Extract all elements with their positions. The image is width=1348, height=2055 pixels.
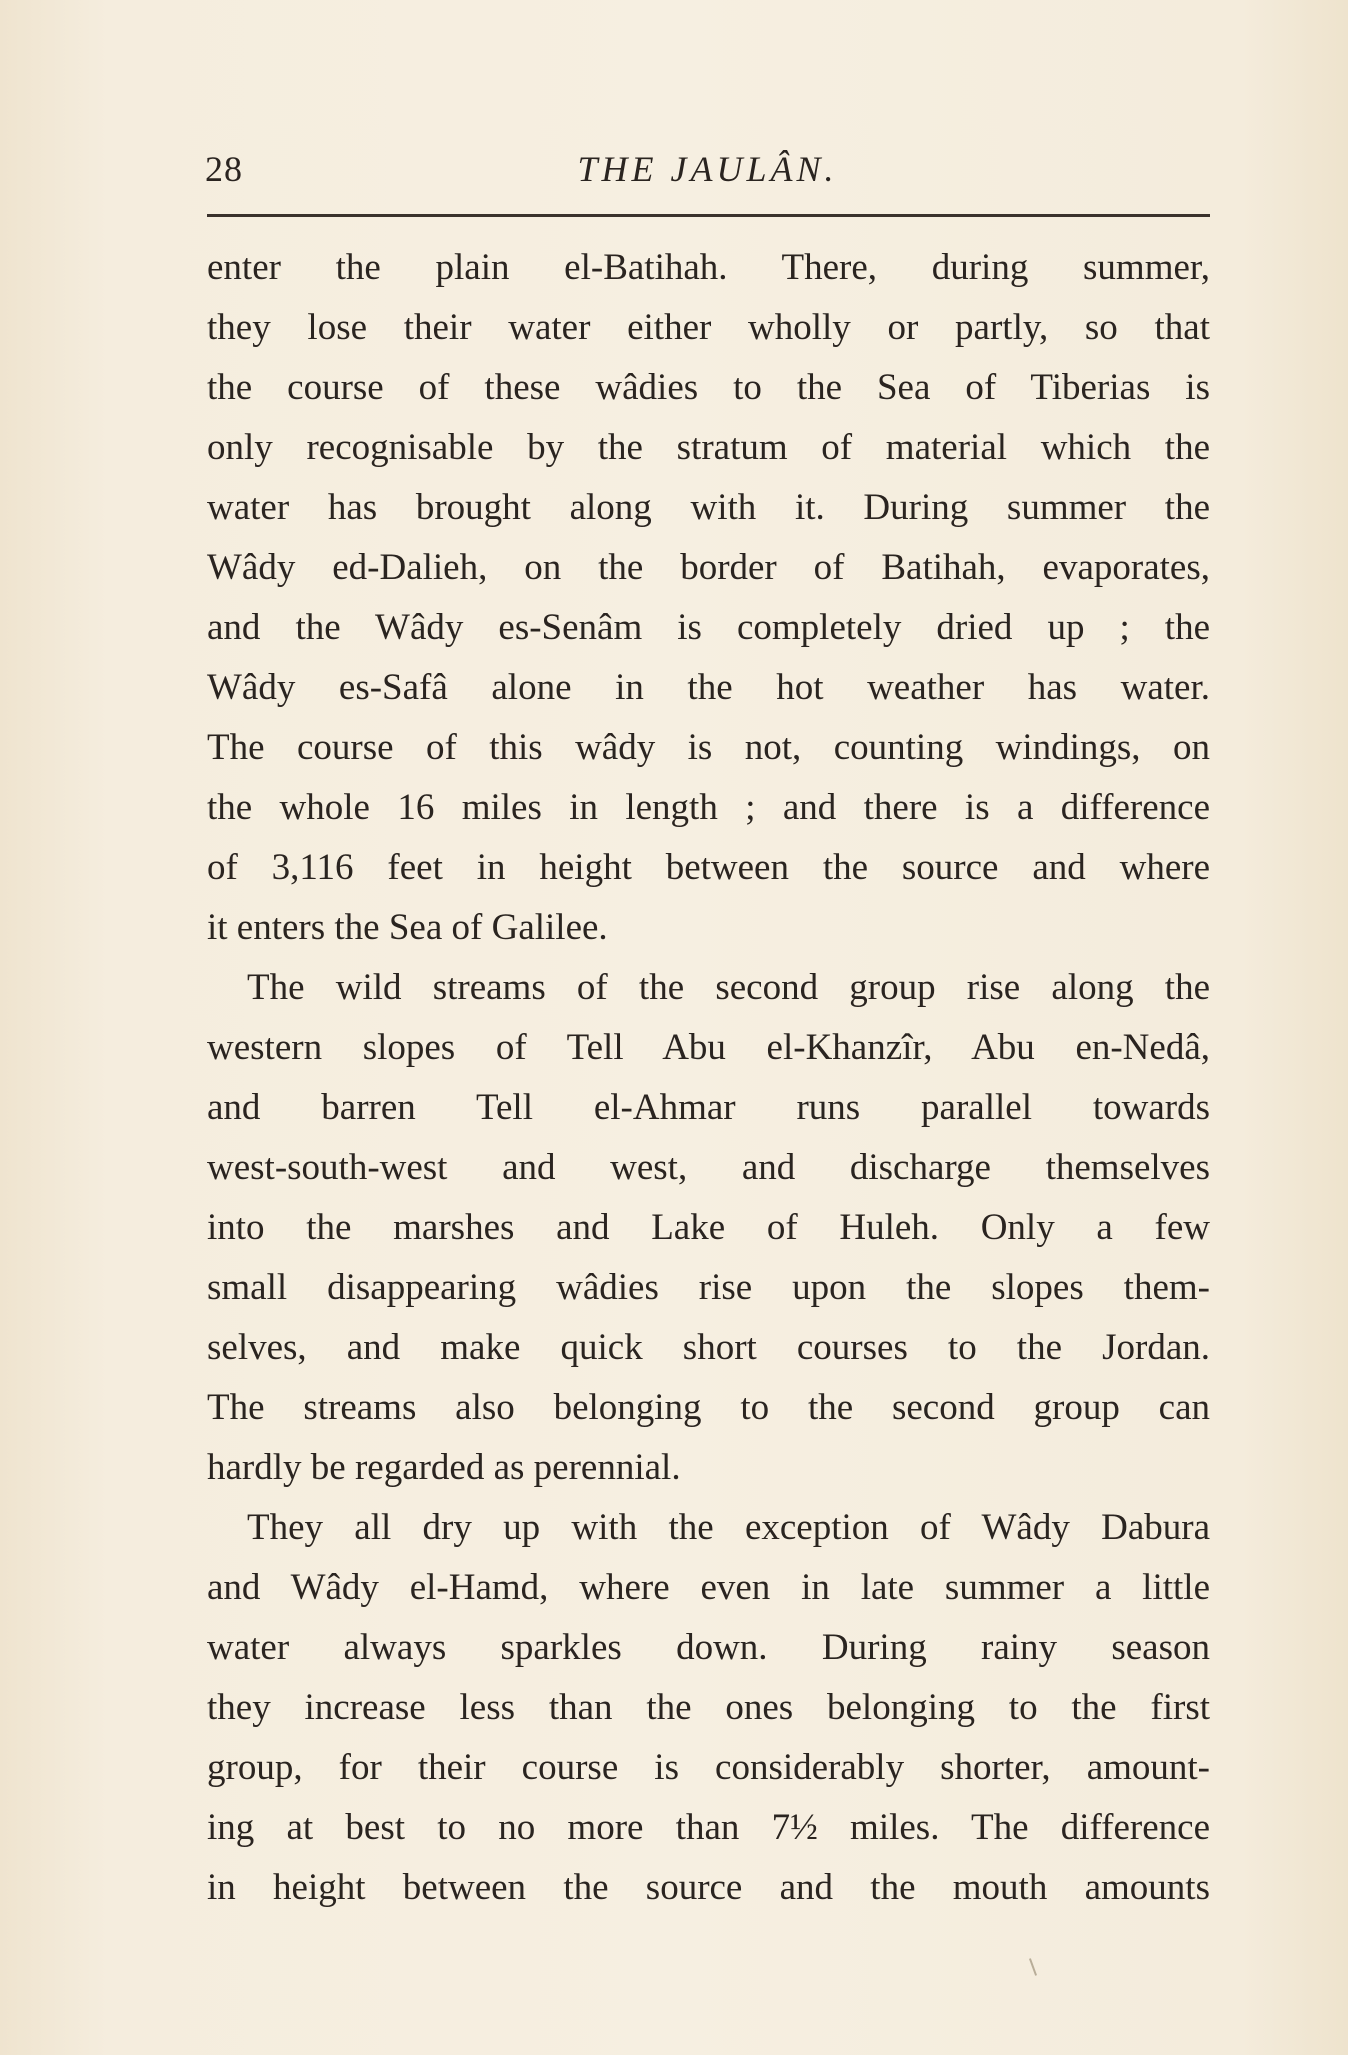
text-line: west-south-west and west, and discharge themselves <box>207 1147 1210 1188</box>
text-line: Wâdy es-Safâ alone in the hot weather has water. <box>207 667 1210 708</box>
text-line: group, for their course is considerably shorter, amount- <box>207 1747 1210 1788</box>
text-line: The wild streams of the second group rise along the <box>247 967 1210 1008</box>
paragraph-2 <box>207 958 1210 1498</box>
text-line: and Wâdy el-Hamd, where even in late summer a little <box>207 1567 1210 1608</box>
text-line: small disappearing wâdies rise upon the slopes them- <box>207 1267 1210 1308</box>
text-line: Wâdy ed-Dalieh, on the border of Batihah, evaporates, <box>207 547 1210 588</box>
text-line: They all dry up with the exception of Wâdy Dabura <box>247 1507 1210 1548</box>
text-line: The streams also belonging to the second group can <box>207 1387 1210 1428</box>
page-blemish <box>1029 1958 1037 1976</box>
text-line: the course of these wâdies to the Sea of Tiberias is <box>207 367 1210 408</box>
text-line: and the Wâdy es-Senâm is completely dried up ; the <box>207 607 1210 648</box>
text-line: selves, and make quick short courses to the Jordan. <box>207 1327 1210 1368</box>
text-line: they lose their water either wholly or partly, so that <box>207 307 1210 348</box>
text-line: it enters the Sea of Galilee. <box>207 907 608 948</box>
text-line: they increase less than the ones belonging to the first <box>207 1687 1210 1728</box>
text-line: in height between the source and the mouth amounts <box>207 1867 1210 1908</box>
text-line: and barren Tell el-Ahmar runs parallel towards <box>207 1087 1210 1128</box>
text-line: water always sparkles down. During rainy season <box>207 1627 1210 1668</box>
text-line: the whole 16 miles in length ; and there is a difference <box>207 787 1210 828</box>
paragraph-3 <box>207 1498 1210 1918</box>
page-number: 28 <box>205 149 243 189</box>
body-text <box>207 238 1210 1918</box>
text-line: western slopes of Tell Abu el-Khanzîr, Abu en-Nedâ, <box>207 1027 1210 1068</box>
text-line: only recognisable by the stratum of material which the <box>207 427 1210 468</box>
header-rule <box>207 214 1210 217</box>
text-line: of 3,116 feet in height between the source and where <box>207 847 1210 888</box>
text-line: hardly be regarded as perennial. <box>207 1447 681 1488</box>
text-line: ing at best to no more than 7½ miles. The difference <box>207 1807 1210 1848</box>
page-header <box>205 148 1210 198</box>
running-title: THE JAULÂN. <box>577 149 838 189</box>
text-line: enter the plain el-Batihah. There, during summer, <box>207 247 1210 288</box>
text-line: into the marshes and Lake of Huleh. Only a few <box>207 1207 1210 1248</box>
text-line: water has brought along with it. During summer the <box>207 487 1210 528</box>
text-line: The course of this wâdy is not, counting windings, on <box>207 727 1210 768</box>
paragraph-1 <box>207 238 1210 958</box>
